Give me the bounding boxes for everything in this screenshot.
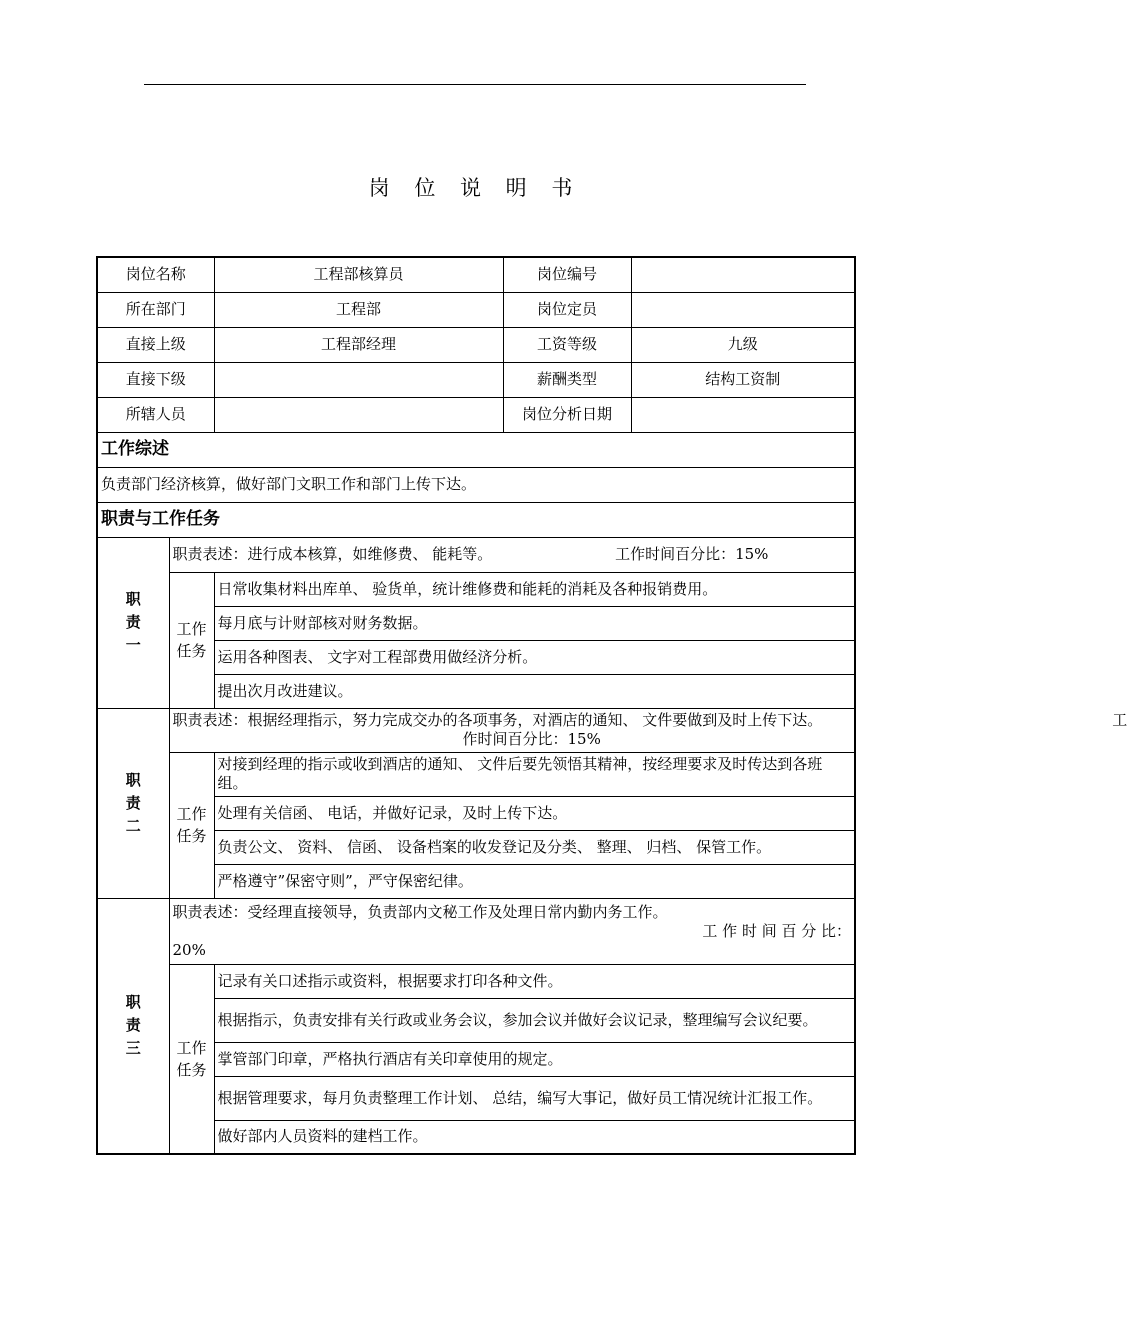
- task-label-text: 工作任务: [176, 620, 207, 660]
- info-row: [97, 257, 855, 292]
- field-value: 工程部经理: [214, 327, 503, 362]
- field-value: 工程部: [214, 292, 503, 327]
- task-label: [169, 752, 214, 898]
- task-item: 对接到经理的指示或收到酒店的通知、 文件后要先领悟其精神，按经理要求及时传达到各班组。: [214, 752, 855, 796]
- field-label: 直接上级: [97, 327, 214, 362]
- duty-label-text: 职责二: [125, 770, 141, 835]
- task-item: 负责公文、 资料、 信函、 设备档案的收发登记及分类、 整理、 归档、 保管工作。: [214, 830, 855, 864]
- info-row: [97, 292, 855, 327]
- duty-2-desc-row: [97, 708, 855, 752]
- duty-2-label: [97, 708, 169, 898]
- duty-pct: 工作时间百分比：15%: [462, 711, 1127, 748]
- summary-heading: 工作综述: [97, 432, 855, 467]
- task-label-text: 工作任务: [176, 805, 207, 845]
- field-value: [214, 362, 503, 397]
- task-item: 日常收集材料出库单、 验货单，统计维修费和能耗的消耗及各种报销费用。: [214, 572, 855, 606]
- task-item: 做好部内人员资料的建档工作。: [214, 1120, 855, 1154]
- task-item: 提出次月改进建议。: [214, 674, 855, 708]
- field-label: 岗位定员: [503, 292, 631, 327]
- field-value: [631, 257, 855, 292]
- duty-desc: 职责表述：进行成本核算，如维修费、 能耗等。: [172, 545, 493, 563]
- field-value: 工程部核算员: [214, 257, 503, 292]
- duty-label-text: 职责三: [125, 993, 141, 1058]
- field-label: 直接下级: [97, 362, 214, 397]
- field-value: [631, 292, 855, 327]
- field-label: 工资等级: [503, 327, 631, 362]
- task-item: 每月底与计财部核对财务数据。: [214, 606, 855, 640]
- duty-desc: 职责表述：根据经理指示，努力完成交办的各项事务，对酒店的通知、 文件要做到及时上传下达。: [172, 711, 823, 729]
- duty-pct-label: 工 作 时 间 百 分 比：: [702, 921, 852, 940]
- field-label: 薪酬类型: [503, 362, 631, 397]
- field-label: 岗位名称: [97, 257, 214, 292]
- duty-label-text: 职责一: [125, 590, 141, 654]
- duty-pct: 工作时间百分比：15%: [615, 545, 769, 563]
- duty-1-label: [97, 537, 169, 708]
- task-item: 运用各种图表、 文字对工程部费用做经济分析。: [214, 640, 855, 674]
- task-item: 根据指示，负责安排有关行政或业务会议，参加会议并做好会议记录，整理编写会议纪要。: [214, 998, 855, 1042]
- task-item: 根据管理要求，每月负责整理工作计划、 总结，编写大事记，做好员工情况统计汇报工作。: [214, 1076, 855, 1120]
- summary-text: 负责部门经济核算，做好部门文职工作和部门上传下达。: [97, 467, 855, 502]
- duty-1-desc-row: [97, 537, 855, 572]
- task-label: [169, 572, 214, 708]
- duties-heading: 职责与工作任务: [97, 502, 855, 537]
- duty-2-desc: [169, 708, 1127, 752]
- field-label: 所在部门: [97, 292, 214, 327]
- duty-desc: 职责表述：受经理直接领导，负责部内文秘工作及处理日常内勤内务工作。: [172, 902, 668, 921]
- info-row: [97, 362, 855, 397]
- field-value: [631, 397, 855, 432]
- duty-3-desc: [169, 898, 855, 964]
- info-row: [97, 397, 855, 432]
- task-item: 严格遵守”保密守则”，严守保密纪律。: [214, 864, 855, 898]
- task-label-text: 工作任务: [176, 1038, 207, 1079]
- field-value: [214, 397, 503, 432]
- field-value: 结构工资制: [631, 362, 855, 397]
- page-title: 岗 位 说 明 书: [368, 176, 582, 200]
- duty-3-label: [97, 898, 169, 1154]
- duty-pct-value: 20%: [172, 940, 206, 959]
- field-label: 岗位编号: [503, 257, 631, 292]
- duty-1-desc: [169, 537, 855, 572]
- info-row: [97, 327, 855, 362]
- task-label: [169, 964, 214, 1154]
- field-label: 所辖人员: [97, 397, 214, 432]
- job-description-table: [96, 256, 1127, 1155]
- field-value: 九级: [631, 327, 855, 362]
- duty-3-desc-row: [97, 898, 855, 964]
- field-label: 岗位分析日期: [503, 397, 631, 432]
- task-item: 记录有关口述指示或资料，根据要求打印各种文件。: [214, 964, 855, 998]
- header-rule: [144, 84, 806, 85]
- task-item: 掌管部门印章，严格执行酒店有关印章使用的规定。: [214, 1042, 855, 1076]
- task-item: 处理有关信函、 电话，并做好记录，及时上传下达。: [214, 796, 855, 830]
